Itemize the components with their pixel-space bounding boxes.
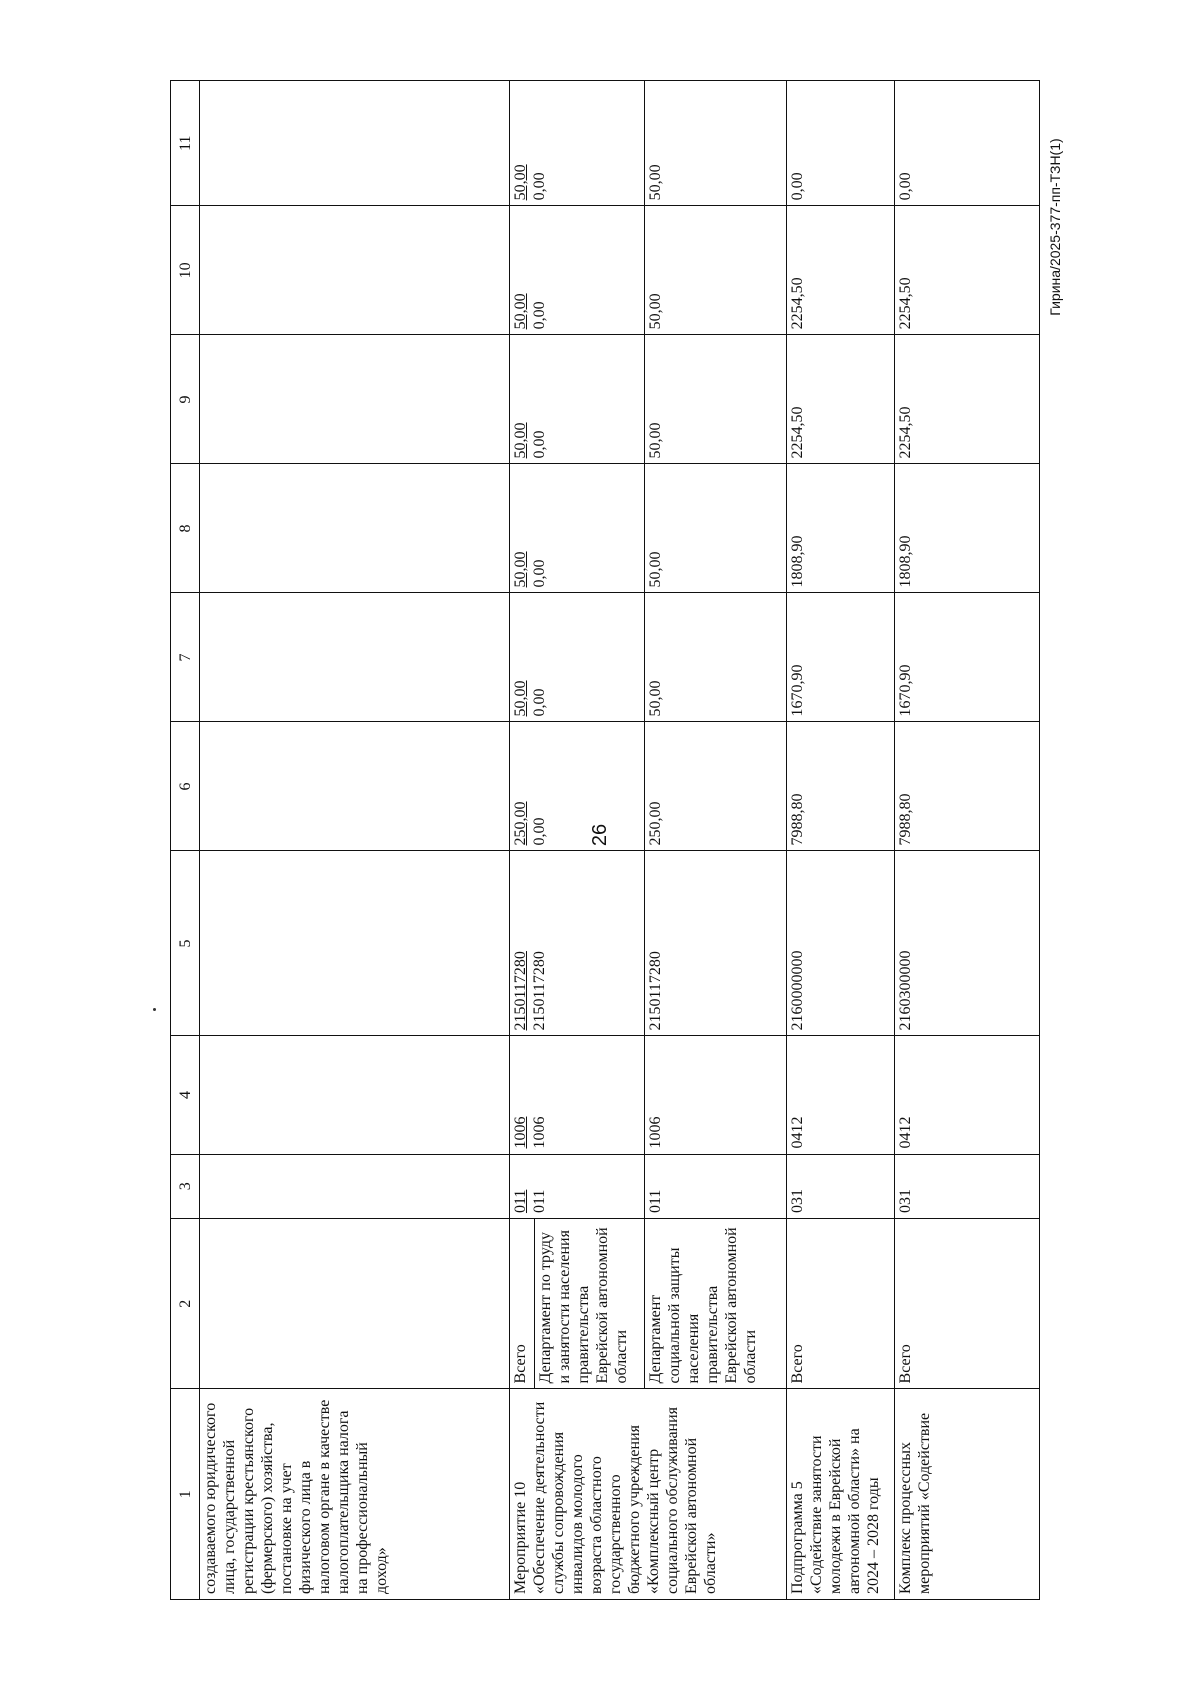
value-cell: 50,00: [645, 335, 787, 464]
code-cell: 1006: [645, 1036, 787, 1154]
header-cell: 4: [171, 1036, 200, 1154]
page-number: 26: [589, 823, 611, 847]
code-cell: 0412: [787, 1036, 895, 1154]
scan-dot: [153, 1008, 156, 1011]
value-cell: 1808,90: [787, 464, 895, 593]
value-cell: 50,00: [645, 206, 787, 335]
code-cell: 1006 1006: [510, 1036, 645, 1154]
code-cell: 031: [895, 1154, 1040, 1219]
source-label: Всего: [895, 1219, 1040, 1389]
code-cell: 011: [645, 1154, 787, 1219]
value-cell: 1808,90: [895, 464, 1040, 593]
code-cell: 2160000000: [787, 851, 895, 1036]
table-row: [510, 81, 535, 1600]
code-cell: 2150117280: [645, 851, 787, 1036]
row-description: Подпрограмма 5 «Содействие занятости молодежи в Еврейской автономной области» на 2024 – 2028 годы: [787, 1389, 895, 1600]
value-cell: 50,00 0,00: [510, 81, 645, 206]
header-cell: 10: [171, 206, 200, 335]
value-cell: 250,00 0,00: [510, 722, 645, 851]
table-cell: [200, 1154, 510, 1219]
table-cell: [200, 593, 510, 722]
table-cell: [200, 722, 510, 851]
table-cell: [200, 81, 510, 206]
table-row: [200, 81, 510, 1600]
header-cell: 9: [171, 335, 200, 464]
table-cell: [200, 1036, 510, 1154]
value-cell: 0,00: [895, 81, 1040, 206]
header-cell: 2: [171, 1219, 200, 1389]
table-row: [787, 81, 895, 1600]
budget-table: [170, 80, 1040, 1600]
code-cell: 031: [787, 1154, 895, 1219]
value-cell: 2254,50: [787, 206, 895, 335]
code-cell: 0412: [895, 1036, 1040, 1154]
table-cell: [200, 1219, 510, 1389]
value-cell: 7988,80: [895, 722, 1040, 851]
header-cell: 5: [171, 851, 200, 1036]
table-cell: [200, 206, 510, 335]
row-description: создаваемого юридического лица, государственной регистрации крестьянского (фермерского) хозяйства, постановке на учет физического лица в налоговом органе в качестве налогоплательщика налога на профессиональный доход»: [200, 1389, 510, 1600]
table-row: [645, 81, 787, 1600]
header-cell: 1: [171, 1389, 200, 1600]
value-cell: 50,00 0,00: [510, 593, 645, 722]
row-description: Комплекс процессных мероприятий «Содействие: [895, 1389, 1040, 1600]
value-cell: 50,00 0,00: [510, 464, 645, 593]
header-cell: 7: [171, 593, 200, 722]
source-label: Департамент по труду и занятости населения правительства Еврейской автономной области: [535, 1219, 645, 1389]
header-cell: 11: [171, 81, 200, 206]
table-cell: [200, 335, 510, 464]
value-cell: 2254,50: [787, 335, 895, 464]
header-cell: 3: [171, 1154, 200, 1219]
header-cell: 6: [171, 722, 200, 851]
source-label: Департамент социальной защиты населения правительства Еврейской автономной области: [645, 1219, 787, 1389]
value-cell: 50,00: [645, 464, 787, 593]
value-cell: 2254,50: [895, 206, 1040, 335]
header-row: [171, 81, 200, 1600]
value-cell: 250,00: [645, 722, 787, 851]
code-cell: 011 011: [510, 1154, 645, 1219]
value-cell: 50,00: [645, 593, 787, 722]
table-cell: [200, 851, 510, 1036]
header-cell: 8: [171, 464, 200, 593]
value-cell: 50,00 0,00: [510, 206, 645, 335]
rotated-table-sheet: [170, 80, 1040, 1600]
table-row: [895, 81, 1040, 1600]
value-cell: 0,00: [787, 81, 895, 206]
code-cell: 2150117280 2150117280: [510, 851, 645, 1036]
value-cell: 1670,90: [787, 593, 895, 722]
source-label: Всего: [787, 1219, 895, 1389]
table-cell: [200, 464, 510, 593]
document-code: Гирина/2025-377-пп-ТЗН(1): [1047, 138, 1063, 316]
source-label: Всего: [510, 1219, 535, 1389]
value-cell: 1670,90: [895, 593, 1040, 722]
value-cell: 50,00 0,00: [510, 335, 645, 464]
value-cell: 2254,50: [895, 335, 1040, 464]
code-cell: 2160300000: [895, 851, 1040, 1036]
value-cell: 7988,80: [787, 722, 895, 851]
row-description: Мероприятие 10 «Обеспечение деятельности службы сопровождения инвалидов молодого возраста областного государственного бюджетного учреждения «Комплексный центр социального обслуживания Еврейской автономной области»: [510, 1389, 787, 1600]
value-cell: 50,00: [645, 81, 787, 206]
